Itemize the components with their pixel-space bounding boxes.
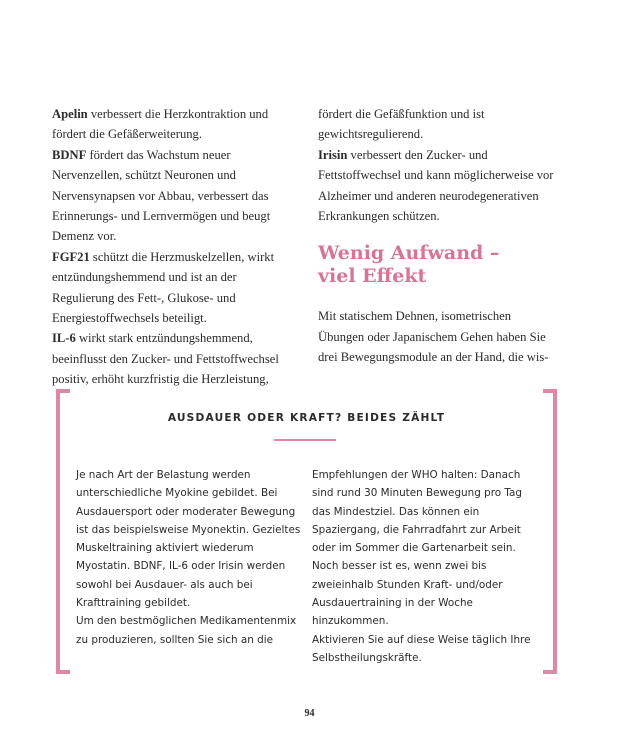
- info-box-left-column: [76, 466, 306, 649]
- info-box-paragraph: Um den bestmöglichen Medikamentenmix zu produzieren, sollten Sie sich an die: [76, 615, 297, 646]
- info-box-right-bracket: [543, 389, 557, 674]
- info-box-paragraph: Aktivieren Sie auf diese Weise täglich Ihre Selbstheilungskräfte.: [312, 633, 531, 664]
- myokine-entry-irisin: [318, 145, 558, 227]
- term-label: FGF21: [52, 249, 90, 264]
- continuation-text: fördert die Gefäßfunktion und ist gewichtsregulierend.: [318, 107, 485, 142]
- term-description: verbessert den Zucker- und Fettstoffwechsel und kann möglicherweise vor Alzheimer und anderen neurodegenerativen Erkrankungen schützen.: [318, 147, 554, 224]
- right-text-column: [318, 104, 558, 368]
- term-label: IL-6: [52, 331, 76, 346]
- section-heading: [318, 242, 558, 288]
- page-number: 94: [304, 708, 315, 719]
- term-label: BDNF: [52, 147, 87, 162]
- myokine-entry-apelin: [52, 104, 292, 145]
- myokine-entry-bdnf: [52, 145, 292, 247]
- myokine-entry-fgf21: [52, 247, 292, 329]
- term-description: schützt die Herzmuskelzellen, wirkt entzündungshemmend und ist an der Regulierung des Fett-, Glukose- und Energiestoffwechsels beteiligt.: [52, 249, 275, 326]
- section-body-text: Mit statischem Dehnen, isometrischen Übungen oder Japanischem Gehen haben Sie drei Bewegungsmodule an der Hand, die wis-: [318, 309, 549, 365]
- term-description: fördert das Wachstum neuer Nervenzellen, schützt Neuronen und Nervensynapsen vor Abbau, verbessert das Erinnerungs- und Lernvermögen und beugt Demenz vor.: [52, 147, 271, 244]
- term-label: Irisin: [318, 147, 348, 162]
- term-description: verbessert die Herzkontraktion und fördert die Gefäßerweiterung.: [52, 107, 269, 142]
- info-box-paragraph: Je nach Art der Belastung werden unterschiedliche Myokine gebildet. Bei Ausdauersport oder moderater Bewegung ist das beispielsweise Myonektin. Gezieltes Muskeltraining aktiviert wiederum Myostatin. BDNF, IL-6 oder Irisin werden sowohl bei Ausdauer- als auch bei Krafttraining gebildet.: [76, 469, 301, 610]
- term-label: Apelin: [52, 107, 88, 121]
- info-box-divider: [274, 439, 336, 441]
- info-box-paragraph: Empfehlungen der WHO halten: Danach sind rund 30 Minuten Bewegung pro Tag das Mindestziel. Das können ein Spaziergang, die Fahrradfahrt zur Arbeit oder im Sommer die Gartenarbeit sein. Noch besser ist es, wenn zwei bis zweieinhalb Stunden Kraft- und/oder Ausdauertraining in der Woche hinzukommen.: [312, 469, 522, 628]
- myokine-entry-il6: [52, 328, 292, 389]
- info-box-right-column: [312, 466, 542, 667]
- section-heading-line-2: viel Effekt: [318, 265, 427, 288]
- left-text-column: [52, 104, 292, 390]
- info-box-title: AUSDAUER ODER KRAFT? BEIDES ZÄHLT: [167, 412, 446, 424]
- info-box-left-bracket: [56, 389, 70, 674]
- term-description: wirkt stark entzündungshemmend, beeinflusst den Zucker- und Fettstoffwechsel positiv, erhöht kurzfristig die Herzleistung,: [52, 331, 279, 387]
- section-heading-line-1: Wenig Aufwand –: [318, 242, 500, 265]
